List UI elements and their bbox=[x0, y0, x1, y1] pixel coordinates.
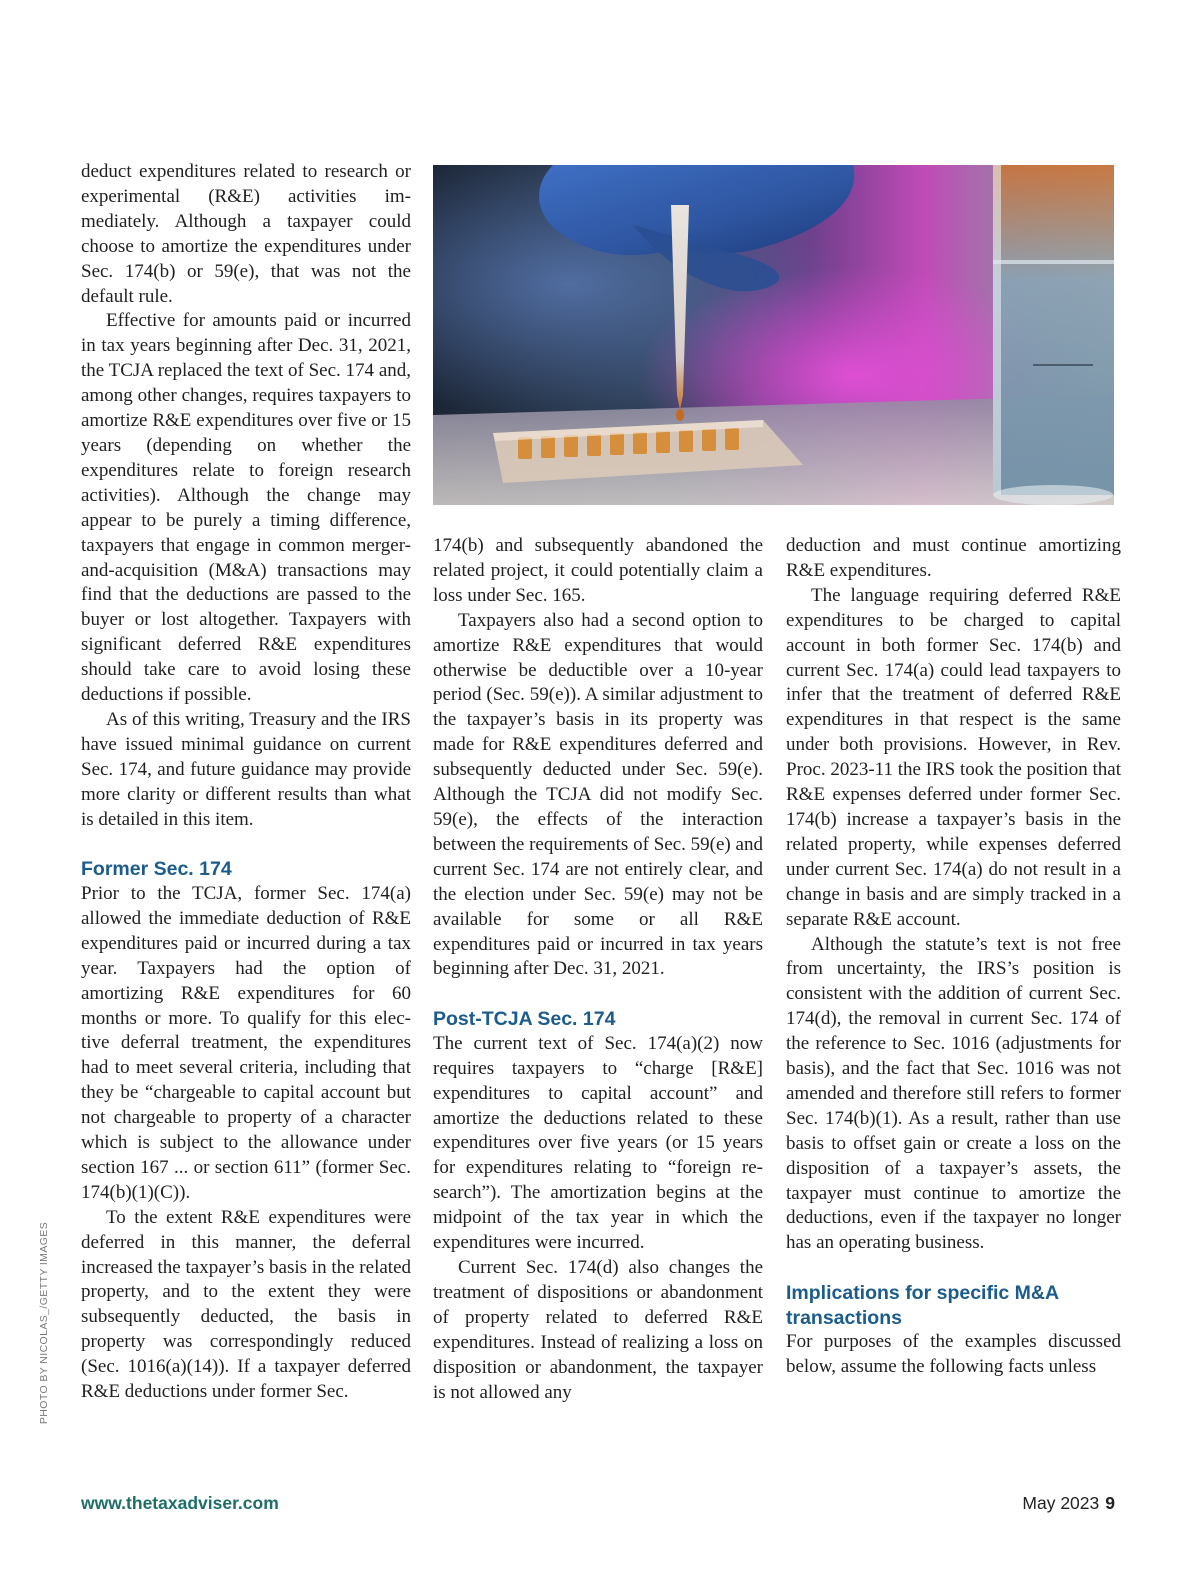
paragraph: Although the statute’s text is not free from uncertainty, the IRS’s position is consistent with the addition of current Sec. 174(d), the removal in current Sec. 174 of the reference to Sec. 1016 (adjustments for basis), and the fact that Sec. 1016 was not amended and therefore still refers to former Sec. 174(b)(1). As a result, rather than use basis to offset gain or create a loss on the disposition of a taxpayer’s assets, the taxpayer must continue to amortize the deductions, even if the taxpayer no longer has an operating business. bbox=[786, 933, 1121, 1254]
photo-credit-text: PHOTO BY NICOLAS_/GETTY IMAGES bbox=[38, 1221, 50, 1425]
article-column-3 bbox=[786, 534, 1121, 1380]
paragraph: The current text of Sec. 174(a)(2) now requires taxpayers to “charge [R&E] expenditures to capital account” and amortize the deductions related to these expenditures over five years (or 15 years for expenditures relating to “foreign research”). The amortization begins at the midpoint of the tax year in which the expenditures were incurred. bbox=[433, 1032, 763, 1254]
lab-photo bbox=[433, 165, 1114, 505]
paragraph: For purposes of the examples discussed below, assume the following facts unless bbox=[786, 1331, 1121, 1378]
paragraph: Taxpayers also had a second option to amortize R&E expenditures that would otherwise be deductible over a 10-year period (Sec. 59(e)). A similar adjustment to the taxpayer’s basis in its property was made for R&E expenditures deferred and subsequently deducted under Sec. 59(e). Although the TCJA did not modify Sec. 59(e), the effects of the interaction between the requirements of Sec. 59(e) and current Sec. 174 are not entirely clear, and the election under Sec. 59(e) may not be available for some or all R&E expenditures paid or incurred in tax years beginning after Dec. 31, 2021. bbox=[433, 609, 763, 980]
section-heading-implications: Implications for specific M&A transactions bbox=[786, 1282, 1059, 1329]
footer-issue-info bbox=[1022, 1493, 1115, 1514]
photo-credit bbox=[35, 1218, 53, 1428]
article-column-2 bbox=[433, 534, 763, 1405]
page-number: 9 bbox=[1105, 1493, 1115, 1513]
section-heading-former-sec-174: Former Sec. 174 bbox=[81, 858, 232, 881]
paragraph: To the extent R&E expenditures were deferred in this manner, the deferral increased the taxpayer’s basis in the related property, and to the extent they were subsequently deducted, the basis in property was correspondingly reduced (Sec. 1016(a)(14)). If a taxpayer deferred R&E deductions under former Sec. bbox=[81, 1206, 411, 1403]
paragraph: As of this writing, Treasury and the IRS have issued minimal guidance on current Sec. 174, and future guidance may provide more clarity or different results than what is detailed in this item. bbox=[81, 708, 411, 830]
section-heading-post-tcja-sec-174: Post-TCJA Sec. 174 bbox=[433, 1008, 616, 1031]
paragraph: 174(b) and subsequently abandoned the related project, it could potentially claim a loss under Sec. 165. bbox=[433, 535, 763, 606]
footer-date: May 2023 bbox=[1022, 1493, 1100, 1513]
paragraph: Prior to the TCJA, former Sec. 174(a) allowed the immediate deduction of R&E expenditures paid or incurred during a tax year. Taxpayers had the option of amortizing R&E expenditures for 60 months or more. To qualify for this elective deferral treatment, the expenditures had to meet several criteria, including that they be “chargeable to capital account but not chargeable to property of a character which is subject to the allowance under section 167 ... or section 611” (former Sec. 174(b)(1)(C)). bbox=[81, 882, 411, 1203]
paragraph: deduct expenditures related to research or experimental (R&E) activities immediately. Although a taxpayer could choose to amortize the expenditures under Sec. 174(b) or 59(e), that was not the default rule. bbox=[81, 161, 411, 307]
paragraph: Effective for amounts paid or incurred in tax years beginning after Dec. 31, 2021, the TCJA replaced the text of Sec. 174 and, among other changes, requires taxpayers to amortize R&E expenditures over five or 15 years (depending on whether the expenditures relate to foreign research activities). Although the change may appear to be purely a timing difference, taxpayers that engage in common merger-and-acquisition (M&A) transactions may find that the deductions are passed to the buyer or lost altogether. Taxpayers with significant deferred R&E expenditures should take care to avoid losing these deductions if possible. bbox=[81, 310, 411, 706]
paragraph: deduction and must continue amortizing R&E expenditures. bbox=[786, 535, 1121, 581]
article-column-1 bbox=[81, 160, 411, 1405]
footer-website-link[interactable]: www.thetaxadviser.com bbox=[81, 1493, 279, 1513]
paragraph: Current Sec. 174(d) also changes the treatment of dispositions or abandonment of property related to deferred R&E expenditures. Instead of realizing a loss on disposition or abandonment, the taxpayer is not allowed any bbox=[433, 1256, 763, 1403]
lab-photo-illustration bbox=[433, 165, 1114, 505]
paragraph: The language requiring deferred R&E expenditures to be charged to capital account in both former Sec. 174(b) and current Sec. 174(a) could lead taxpayers to infer that the treatment of deferred R&E expenditures in that respect is the same under both provisions. However, in Rev. Proc. 2023-11 the IRS took the position that R&E expenses deferred under former Sec. 174(b) increase a taxpayer’s basis in the related property, while expenses deferred under current Sec. 174(a) do not result in a change in basis and are simply tracked in a separate R&E account. bbox=[786, 584, 1121, 930]
